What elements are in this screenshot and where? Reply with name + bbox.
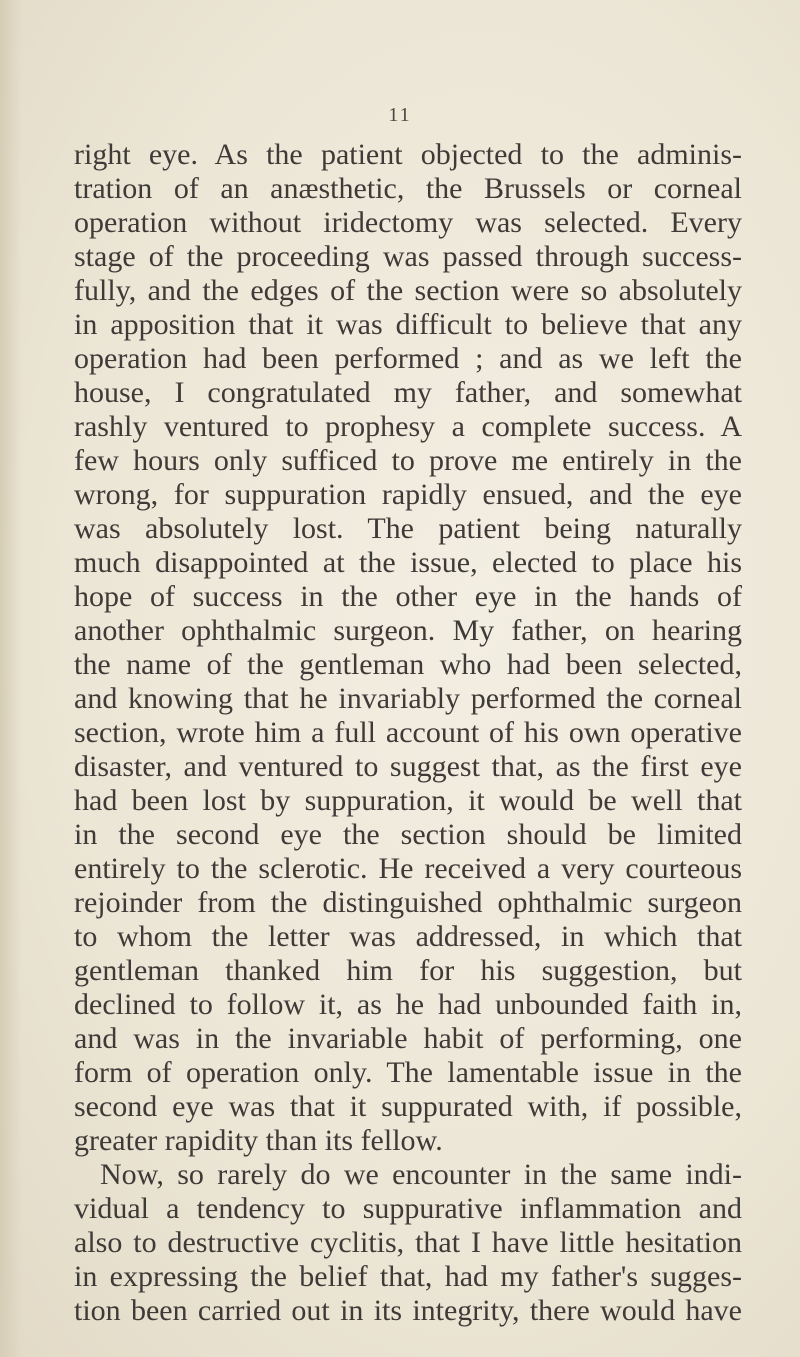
text-line: and was in the invariable habit of performing, one — [74, 1022, 742, 1055]
text-line: stage of the proceeding was passed through success- — [74, 240, 742, 273]
text-line: rashly ventured to prophesy a complete success. A — [74, 410, 742, 443]
text-line: wrong, for suppuration rapidly ensued, and the eye — [74, 478, 742, 511]
body-text — [74, 138, 742, 1328]
text-line: disaster, and ventured to suggest that, as the first eye — [74, 750, 742, 783]
text-line: in apposition that it was difficult to believe that any — [74, 308, 742, 341]
text-line: the name of the gentleman who had been selected, — [74, 648, 742, 681]
text-line: rejoinder from the distinguished ophthalmic surgeon — [74, 886, 742, 919]
text-line: declined to follow it, as he had unbounded faith in, — [74, 988, 742, 1021]
text-line: also to destructive cyclitis, that I have little hesitation — [74, 1226, 742, 1259]
text-line: and knowing that he invariably performed the corneal — [74, 682, 742, 715]
text-line: to whom the letter was addressed, in which that — [74, 920, 742, 953]
text-line: in the second eye the section should be limited — [74, 818, 742, 851]
text-line: vidual a tendency to suppurative inflammation and — [74, 1192, 742, 1225]
page-number: 11 — [388, 104, 412, 126]
text-line: was absolutely lost. The patient being naturally — [74, 512, 742, 545]
text-line: second eye was that it suppurated with, if possible, — [74, 1090, 742, 1123]
text-line: house, I congratulated my father, and somewhat — [74, 376, 742, 409]
text-line: hope of success in the other eye in the hands of — [74, 580, 742, 613]
text-line: operation had been performed ; and as we left the — [74, 342, 742, 375]
text-line: fully, and the edges of the section were so absolutely — [74, 274, 742, 307]
text-line: had been lost by suppuration, it would be well that — [74, 784, 742, 817]
text-line: form of operation only. The lamentable issue in the — [74, 1056, 742, 1089]
text-line: gentleman thanked him for his suggestion, but — [74, 954, 742, 987]
text-line: few hours only sufficed to prove me entirely in the — [74, 444, 742, 477]
text-line: operation without iridectomy was selected. Every — [74, 206, 742, 239]
text-line: tion been carried out in its integrity, there would have — [74, 1294, 742, 1327]
text-line: another ophthalmic surgeon. My father, on hearing — [74, 614, 742, 647]
spine-shadow — [0, 0, 22, 1357]
text-line: right eye. As the patient objected to the adminis- — [74, 138, 742, 171]
text-line: section, wrote him a full account of his own operative — [74, 716, 742, 749]
text-line: in expressing the belief that, had my father's sugges- — [74, 1260, 742, 1293]
text-line: entirely to the sclerotic. He received a very courteous — [74, 852, 742, 885]
text-line: much disappointed at the issue, elected to place his — [74, 546, 742, 579]
text-line: tration of an anæsthetic, the Brussels or corneal — [74, 172, 742, 205]
text-line: Now, so rarely do we encounter in the same indi- — [100, 1158, 742, 1191]
text-line: greater rapidity than its fellow. — [74, 1124, 443, 1157]
